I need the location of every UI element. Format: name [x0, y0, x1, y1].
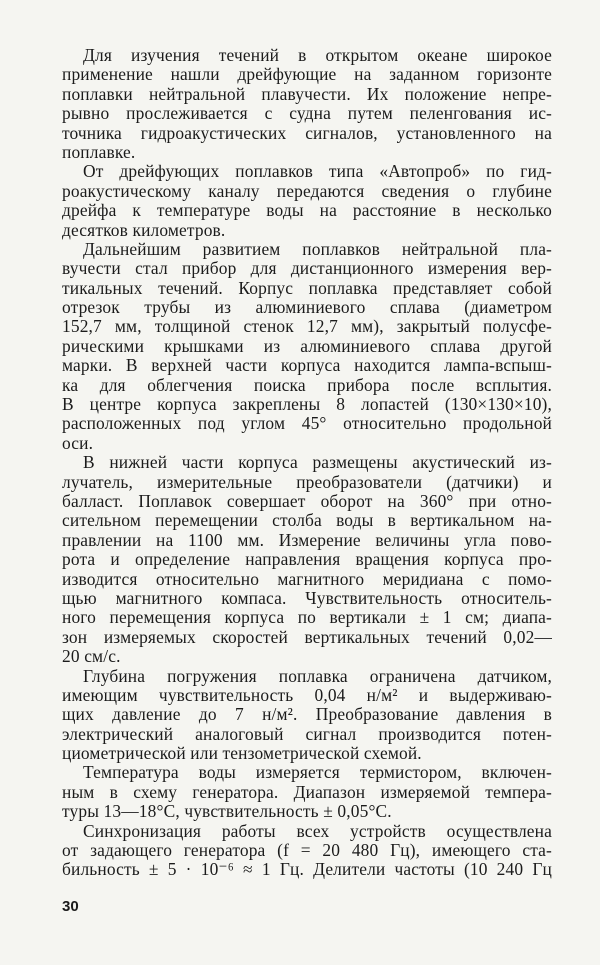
paragraph	[62, 453, 552, 666]
text-line: электрический аналоговый сигнал производится потен-	[62, 724, 552, 744]
text-line: зон измеряемых скоростей вертикальных течений 0,02—	[62, 627, 552, 647]
text-line: бильность ± 5 · 10⁻⁶ ≈ 1 Гц. Делители частоты (10 240 Гц	[62, 860, 552, 880]
paragraph	[62, 240, 552, 453]
text-line: вучести стал прибор для дистанционного измерения вер-	[62, 259, 552, 279]
paragraph	[62, 46, 552, 162]
text-line: ного перемещения корпуса по вертикали ± 1 см; диапа-	[62, 608, 552, 628]
text-line: оси.	[62, 433, 94, 453]
body-text	[62, 46, 552, 880]
text-line: правлении на 1100 мм. Измерение величины угла пово-	[62, 530, 552, 550]
text-line: Температура воды измеряется термистором, включен-	[83, 763, 552, 783]
text-line: точника гидроакустических сигналов, установленного на	[62, 123, 552, 143]
text-line: тикальных течений. Корпус поплавка представляет собой	[62, 278, 552, 298]
paragraph	[62, 763, 552, 821]
text-line: роакустическому каналу передаются сведения о глубине	[62, 181, 552, 201]
text-line: циометрической или тензометрической схемой.	[62, 744, 422, 764]
text-line: от задающего генератора (f = 20 480 Гц), имеющего ста-	[62, 841, 552, 861]
text-line: ным в схему генератора. Диапазон измеряемой темпера-	[62, 782, 552, 802]
text-line: Синхронизация работы всех устройств осуществлена	[83, 821, 552, 841]
text-line: ка для облегчения поиска прибора после всплытия.	[62, 375, 552, 395]
text-line: рывно прослеживается с судна путем пеленгования ис-	[62, 104, 552, 124]
paragraph	[62, 162, 552, 240]
text-line: сительном перемещении столба воды в вертикальном на-	[62, 511, 552, 531]
paragraph	[62, 667, 552, 764]
text-line: Глубина погружения поплавка ограничена датчиком,	[83, 666, 552, 686]
text-line: лучатель, измерительные преобразователи (датчики) и	[62, 472, 552, 492]
text-line: имеющим чувствительность 0,04 н/м² и выдерживаю-	[62, 685, 552, 705]
text-line: дрейфа к температуре воды на расстояние в несколько	[62, 201, 552, 221]
text-line: поплавке.	[62, 142, 136, 162]
text-line: Дальнейшим развитием поплавков нейтральной пла-	[83, 239, 552, 259]
text-line: рическими крышками из алюминиевого сплава другой	[62, 336, 552, 356]
text-line: щих давление до 7 н/м². Преобразование давления в	[62, 705, 552, 725]
text-line: марки. В верхней части корпуса находится лампа-вспыш-	[62, 356, 552, 376]
text-line: Для изучения течений в открытом океане широкое	[83, 46, 552, 65]
text-line: балласт. Поплавок совершает оборот на 360° при отно-	[62, 491, 552, 511]
text-line: расположенных под углом 45° относительно продольной	[62, 414, 552, 434]
text-line: отрезок трубы из алюминиевого сплава (диаметром	[62, 298, 552, 318]
text-line: поплавки нейтральной плавучести. Их положение непре-	[62, 84, 552, 104]
text-line: 152,7 мм, толщиной стенок 12,7 мм), закрытый полусфе-	[62, 317, 552, 337]
paragraph	[62, 822, 552, 880]
text-line: изводится относительно магнитного меридиана с помо-	[62, 569, 552, 589]
text-line: В нижней части корпуса размещены акустический из-	[83, 453, 552, 473]
text-line: туры 13—18°С, чувствительность ± 0,05°С.	[62, 802, 392, 822]
text-line: От дрейфующих поплавков типа «Автопроб» по гид-	[83, 162, 552, 182]
text-line: применение нашли дрейфующие на заданном горизонте	[62, 65, 552, 85]
text-line: рота и определение направления вращения корпуса про-	[62, 550, 552, 570]
text-line: щью магнитного компаса. Чувствительность относитель-	[62, 588, 552, 608]
text-line: 20 см/с.	[62, 647, 121, 667]
page-number: 30	[62, 898, 79, 915]
text-line: десятков километров.	[62, 220, 226, 240]
text-line: В центре корпуса закреплены 8 лопастей (130×130×10),	[62, 395, 552, 415]
